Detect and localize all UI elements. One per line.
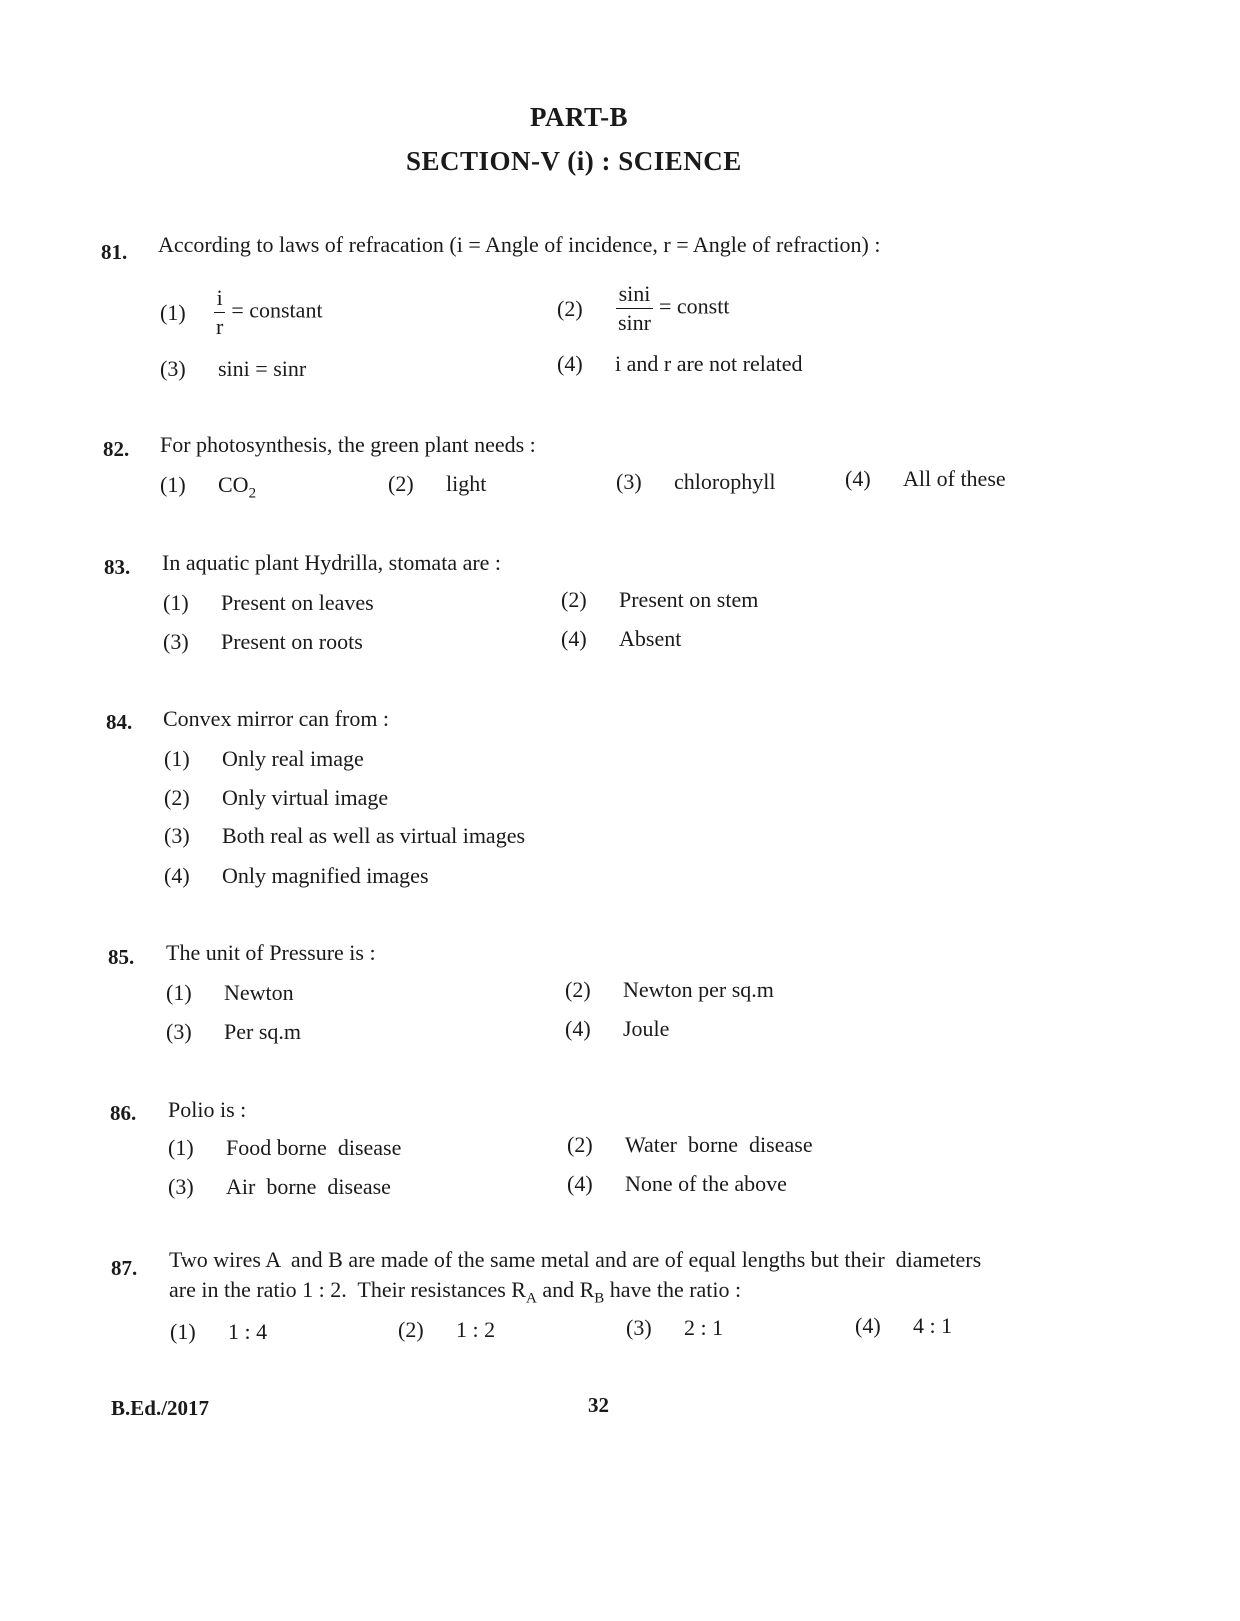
option-number: (3) — [168, 1174, 194, 1199]
subscript: 2 — [248, 485, 257, 502]
option-number: (1) — [163, 590, 189, 615]
option-text: Air borne disease — [226, 1174, 391, 1199]
question-text-line-2 — [169, 1277, 741, 1307]
option-3 — [616, 469, 775, 495]
fraction-numerator: sini — [616, 280, 653, 309]
option-text: Only virtual image — [222, 785, 389, 810]
question-number: 84. — [106, 710, 133, 734]
question-text: Convex mirror can from : — [163, 706, 390, 731]
option-3 — [163, 629, 363, 655]
question-text: The unit of Pressure is : — [166, 940, 376, 965]
option-text: light — [446, 471, 487, 496]
option-4 — [855, 1313, 952, 1339]
fraction — [616, 280, 653, 337]
question-number: 85. — [108, 945, 135, 969]
option-text: Present on stem — [619, 587, 759, 612]
subscript: A — [525, 1290, 537, 1307]
option-text: i and r are not related — [615, 351, 803, 376]
question-number: 86. — [110, 1101, 137, 1125]
question-text: In aquatic plant Hydrilla, stomata are : — [162, 550, 502, 575]
option-number: (2) — [398, 1317, 424, 1342]
option-1 — [166, 980, 294, 1006]
option-number: (1) — [166, 980, 192, 1005]
fraction-denominator: sinr — [618, 310, 651, 335]
option-number: (4) — [557, 351, 583, 376]
option-text: 4 : 1 — [913, 1313, 953, 1338]
option-number: (3) — [160, 356, 186, 381]
option-number: (3) — [166, 1019, 192, 1044]
option-number: (4) — [565, 1016, 591, 1041]
option-4 — [557, 351, 803, 377]
option-text: Newton per sq.m — [623, 977, 774, 1002]
option-text: Both real as well as virtual images — [222, 823, 526, 848]
option-2 — [565, 977, 774, 1003]
option-number: (2) — [164, 785, 190, 810]
text-fragment: and R — [536, 1277, 595, 1302]
exam-code: B.Ed./2017 — [111, 1396, 210, 1420]
option-text: All of these — [903, 466, 1006, 491]
option-number: (2) — [565, 977, 591, 1002]
option-number: (3) — [164, 823, 190, 848]
option-1 — [160, 300, 186, 326]
option-number: (1) — [164, 746, 190, 771]
option-4 — [561, 626, 681, 652]
option-3 — [160, 356, 306, 382]
option-number: (2) — [561, 587, 587, 612]
option-text: = constt — [659, 293, 730, 319]
option-1 — [160, 472, 256, 502]
option-number: (4) — [164, 863, 190, 888]
option-number: (2) — [567, 1132, 593, 1157]
option-text: Absent — [619, 626, 682, 651]
option-text: None of the above — [625, 1171, 787, 1196]
option-text: Only real image — [222, 746, 364, 771]
fraction — [214, 284, 225, 341]
option-text: Present on roots — [221, 629, 363, 654]
option-4 — [164, 863, 429, 889]
option-number: (3) — [163, 629, 189, 654]
option-1 — [164, 746, 364, 772]
option-text: Joule — [623, 1016, 670, 1041]
option-2 — [567, 1132, 813, 1158]
option-number: (4) — [855, 1313, 881, 1338]
option-text: Newton — [224, 980, 294, 1005]
option-1-content — [214, 284, 323, 341]
option-number: (4) — [845, 466, 871, 491]
option-text: 1 : 4 — [228, 1319, 268, 1344]
page-number: 32 — [588, 1393, 609, 1417]
option-number: (4) — [561, 626, 587, 651]
option-number: (1) — [170, 1319, 196, 1344]
option-number: (4) — [567, 1171, 593, 1196]
option-text: Only magnified images — [222, 863, 429, 888]
option-2 — [557, 296, 583, 322]
option-2 — [398, 1317, 495, 1343]
fraction-denominator: r — [216, 314, 224, 339]
option-1 — [163, 590, 374, 616]
option-3 — [626, 1315, 723, 1341]
option-3 — [166, 1019, 301, 1045]
option-text: Present on leaves — [221, 590, 374, 615]
question-number: 81. — [101, 240, 128, 264]
option-text: = constant — [231, 297, 323, 323]
section-heading: SECTION-V (i) : SCIENCE — [406, 146, 742, 176]
option-2 — [164, 785, 388, 811]
option-number: (2) — [557, 296, 583, 321]
question-number: 83. — [104, 555, 131, 579]
option-number: (3) — [626, 1315, 652, 1340]
option-2 — [388, 471, 486, 497]
option-3 — [164, 823, 525, 849]
question-number: 87. — [111, 1256, 138, 1280]
option-text: Per sq.m — [224, 1019, 301, 1044]
question-text-line-1: Two wires A and B are made of the same metal and are of equal lengths but their diameters — [169, 1247, 982, 1272]
option-4 — [565, 1016, 669, 1042]
option-2 — [561, 587, 758, 613]
option-number: (3) — [616, 469, 642, 494]
text-fragment: have the ratio : — [604, 1277, 742, 1302]
option-1 — [170, 1319, 267, 1345]
option-text: Water borne disease — [625, 1132, 813, 1157]
option-number: (1) — [160, 300, 186, 325]
option-text: 1 : 2 — [456, 1317, 496, 1342]
option-2-content — [616, 280, 729, 337]
option-number: (1) — [168, 1135, 194, 1160]
option-number: (1) — [160, 472, 186, 497]
question-text: According to laws of refracation (i = Angle of incidence, r = Angle of refraction) : — [158, 232, 881, 257]
option-3 — [168, 1174, 391, 1200]
fraction-numerator: i — [214, 284, 225, 313]
option-4 — [567, 1171, 787, 1197]
question-text: For photosynthesis, the green plant needs : — [160, 432, 536, 457]
question-number: 82. — [103, 437, 130, 461]
option-1 — [168, 1135, 401, 1161]
text-fragment: are in the ratio 1 : 2. Their resistances R — [169, 1277, 526, 1302]
option-text: chlorophyll — [674, 469, 776, 494]
option-number: (2) — [388, 471, 414, 496]
option-4 — [845, 466, 1006, 492]
option-text: Food borne disease — [226, 1135, 402, 1160]
part-heading: PART-B — [530, 102, 629, 132]
question-text: Polio is : — [168, 1097, 247, 1122]
subscript: B — [594, 1290, 605, 1307]
option-text: 2 : 1 — [684, 1315, 724, 1340]
option-text: sini = sinr — [218, 356, 307, 381]
option-text: CO — [218, 472, 249, 497]
